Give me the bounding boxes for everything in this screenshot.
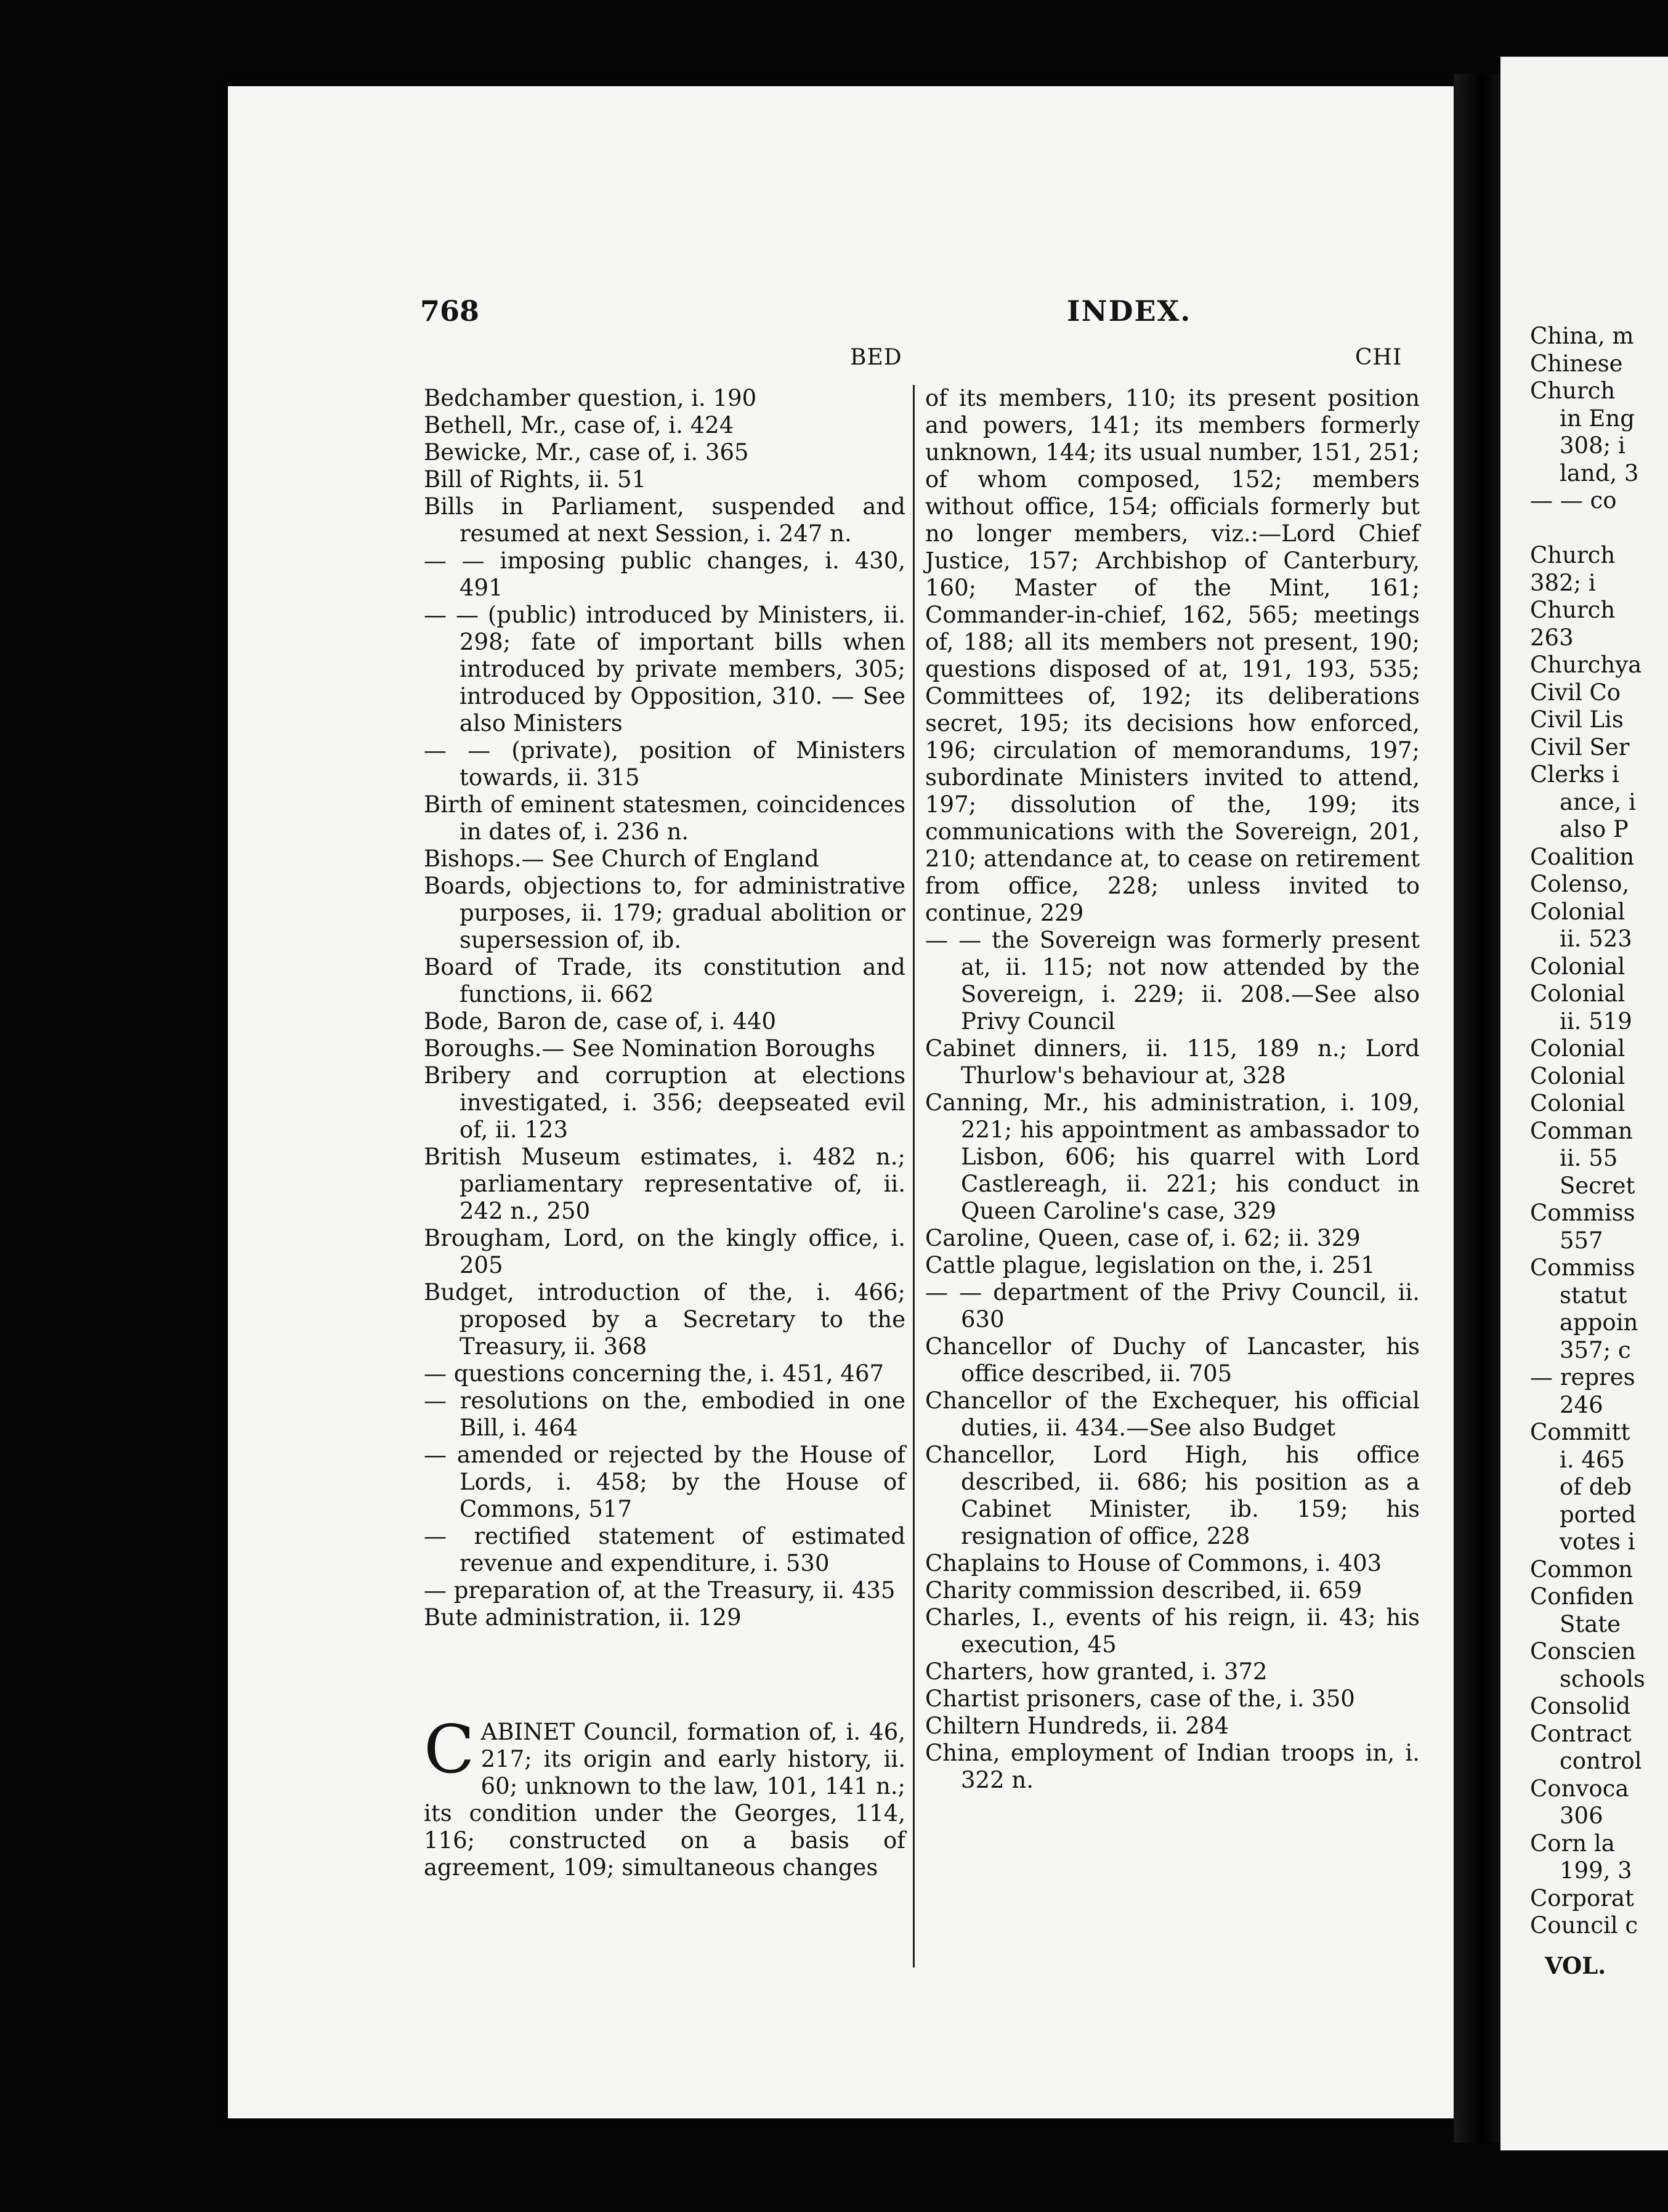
fragment-line: Secret [1560, 1172, 1635, 1199]
fragment-line: Colonial [1530, 1062, 1625, 1089]
fragment-line: appoin [1560, 1309, 1638, 1336]
fragment-line: Confiden [1530, 1583, 1634, 1610]
fragment-line: Church [1530, 597, 1616, 623]
index-entry: — — (private), position of Ministers towards, ii. 315 [424, 737, 905, 791]
index-entry: Canning, Mr., his administration, i. 109, 221; his appointment as ambassador to Lisbon, 606; his quarrel with Lord Castlereagh, ii. 221; his conduct in Queen Caroline's case, 329 [925, 1089, 1420, 1224]
running-head: INDEX. [1067, 294, 1192, 328]
fragment-line: Commiss [1530, 1254, 1635, 1281]
fragment-line: of deb [1560, 1474, 1632, 1500]
fragment-line: 263 [1530, 624, 1574, 651]
index-entry: of its members, 110; its present position and powers, 141; its members formerly unknown, 144; its usual number, 151, 251; of whom composed, 152; members without office, 154; officials formerly but no longer members, viz.:—Lord Chief Justice, 157; Archbishop of Canterbury, 160; Master of the Mint, 161; Commander-in-chief, 162, 565; meetings of, 188; all its members not present, 190; questions disposed of at, 191, 193, 535; Committees of, 192; its deliberations secret, 195; its decisions how enforced, 196; circulation of memorandums, 197; subordinate Ministers invited to attend, 197; dissolution of the, 199; its communications with the Sovereign, 201, 210; attendance at, to cease on retirement from office, 228; unless invited to continue, 229 [925, 385, 1420, 926]
index-entry: — — department of the Privy Council, ii. 630 [925, 1279, 1420, 1333]
index-entry: Bedchamber question, i. 190 [424, 385, 757, 411]
left-entry-list [424, 385, 905, 1631]
index-entry: Brougham, Lord, on the kingly office, i. 205 [424, 1225, 905, 1278]
fragment-line: Church [1530, 377, 1616, 404]
fragment-line: Consolid [1530, 1693, 1631, 1719]
middle-column [925, 385, 1420, 1794]
fragment-line: Colonial [1530, 1035, 1625, 1062]
index-entry: Bills in Parliament, suspended and resumed at next Session, i. 247 n. [424, 493, 905, 547]
middle-entry-list [925, 385, 1420, 1794]
fragment-line: ance, i [1560, 788, 1636, 815]
index-entry: Chartist prisoners, case of the, i. 350 [925, 1685, 1355, 1712]
index-entry: — — (public) introduced by Ministers, ii. 298; fate of important bills when introduced by private members, 305; introduced by Opposition, 310. — See also Ministers [424, 602, 905, 737]
index-entry: Charters, how granted, i. 372 [925, 1658, 1268, 1685]
fragment-line: Civil Co [1530, 679, 1621, 706]
fragment-line: ii. 519 [1560, 1007, 1632, 1035]
index-entry: Caroline, Queen, case of, i. 62; ii. 329 [925, 1225, 1361, 1251]
index-entry: — — the Sovereign was formerly present at, ii. 115; not now attended by the Sovereign, i. 229; ii. 208.—See also Privy Council [925, 927, 1420, 1035]
gutter-shadow [1454, 74, 1500, 2143]
index-entry: — amended or rejected by the House of Lords, i. 458; by the House of Commons, 517 [424, 1442, 905, 1522]
fragment-line: 557 [1560, 1227, 1603, 1254]
index-entry: — resolutions on the, embodied in one Bill, i. 464 [424, 1387, 905, 1441]
index-entry: Chiltern Hundreds, ii. 284 [925, 1713, 1229, 1739]
fragment-line: Committ [1530, 1419, 1630, 1445]
fragment-line: Conscien [1530, 1638, 1636, 1665]
index-entry: — — imposing public changes, i. 430, 491 [424, 547, 905, 601]
index-entry: Bewicke, Mr., case of, i. 365 [424, 439, 749, 466]
fragment-line: Church [1530, 542, 1616, 568]
fragment-line: Civil Lis [1530, 706, 1624, 733]
fragment-line: Contract [1530, 1720, 1632, 1747]
fragment-line: Council c [1530, 1912, 1638, 1939]
index-entry: Bill of Rights, ii. 51 [424, 466, 647, 493]
index-entry: Charity commission described, ii. 659 [925, 1577, 1362, 1604]
guide-word-right: CHI [1355, 345, 1403, 370]
section-spacer [424, 1631, 905, 1719]
fragment-line: Corporat [1530, 1884, 1634, 1911]
guide-word-left: BED [850, 345, 902, 370]
index-entry: Bribery and corruption at elections investigated, i. 356; deepseated evil of, ii. 123 [424, 1062, 905, 1143]
index-entry: Birth of eminent statesmen, coincidences in dates of, i. 236 n. [424, 791, 905, 845]
index-entry: Boroughs.— See Nomination Boroughs [424, 1035, 875, 1062]
fragment-line: votes i [1560, 1528, 1635, 1555]
fragment-line: 308; i [1560, 432, 1625, 459]
fragment-line: — — co [1530, 487, 1617, 514]
index-entry: Chaplains to House of Commons, i. 403 [925, 1550, 1382, 1576]
index-entry: Bethell, Mr., case of, i. 424 [424, 412, 734, 438]
fragment-line: Colonial [1530, 898, 1625, 925]
fragment-line: State [1560, 1610, 1621, 1637]
index-entry: Bute administration, ii. 129 [424, 1604, 742, 1631]
index-entry: Chancellor, Lord High, his office described, ii. 686; his position as a Cabinet Minister, ib. 159; his resignation of office, 228 [925, 1442, 1420, 1549]
cabinet-entry-text: ABINET Council, formation of, i. 46, 217; its origin and early history, ii. 60; unknown to the law, 101, 141 n.; its condition under the Georges, 114, 116; constructed on a basis of agreement, 109; simultaneous changes [424, 1719, 905, 1881]
index-entry: — preparation of, at the Treasury, ii. 435 [424, 1577, 896, 1604]
right-page-fragment [1500, 57, 1668, 2150]
fragment-line: Civil Ser [1530, 733, 1630, 761]
index-entry: British Museum estimates, i. 482 n.; parliamentary representative of, ii. 242 n., 250 [424, 1144, 905, 1224]
column-rule [913, 385, 915, 1968]
fragment-line: statut [1560, 1282, 1627, 1309]
fragment-line: Colonial [1530, 1090, 1625, 1116]
fragment-line: 357; c [1560, 1336, 1631, 1363]
fragment-line: Convoca [1530, 1775, 1629, 1802]
fragment-line: Clerks i [1530, 761, 1619, 788]
fragment-line: VOL. [1545, 1952, 1606, 1979]
index-entry: Boards, objections to, for administrative purposes, ii. 179; gradual abolition or supersession of, ib. [424, 873, 905, 953]
fragment-line: Coalition [1530, 843, 1635, 870]
index-entry: Cabinet dinners, ii. 115, 189 n.; Lord Thurlow's behaviour at, 328 [925, 1035, 1420, 1089]
left-page [228, 86, 1454, 2118]
fragment-line: 306 [1560, 1802, 1603, 1829]
fragment-line: — repres [1530, 1364, 1635, 1391]
page-header [228, 294, 1454, 331]
index-entry: — rectified statement of estimated revenue and expenditure, i. 530 [424, 1523, 905, 1576]
fragment-line: Chinese [1530, 350, 1623, 377]
fragment-line: Comman [1530, 1117, 1633, 1144]
fragment-line: in Eng [1560, 405, 1635, 432]
fragment-line: ii. 55 [1560, 1145, 1618, 1171]
fragment-line: Colonial [1530, 953, 1625, 980]
index-entry: Chancellor of Duchy of Lancaster, his office described, ii. 705 [925, 1333, 1420, 1387]
page-number: 768 [420, 294, 480, 328]
index-entry: Charles, I., events of his reign, ii. 43; his execution, 45 [925, 1604, 1420, 1658]
fragment-line: control [1560, 1748, 1642, 1774]
cabinet-entry [424, 1711, 905, 1881]
index-entry: Chancellor of the Exchequer, his official duties, ii. 434.—See also Budget [925, 1387, 1420, 1441]
index-entry: China, employment of Indian troops in, i. 322 n. [925, 1740, 1420, 1793]
fragment-line: schools [1560, 1665, 1645, 1692]
fragment-line: China, m [1530, 323, 1634, 349]
index-entry: Bishops.— See Church of England [424, 846, 819, 872]
index-entry: Cattle plague, legislation on the, i. 251 [925, 1252, 1375, 1278]
fragment-line: Commiss [1530, 1200, 1635, 1226]
fragment-line: 199, 3 [1560, 1857, 1632, 1884]
fragment-line: ii. 523 [1560, 926, 1632, 952]
fragment-line: Colenso, [1530, 871, 1630, 897]
fragment-line: ported [1560, 1501, 1637, 1528]
fragment-line: also P [1560, 816, 1629, 842]
fragment-line: 246 [1560, 1391, 1603, 1418]
fragment-line: Colonial [1530, 980, 1625, 1007]
left-column [424, 385, 905, 1881]
index-entry: Board of Trade, its constitution and functions, ii. 662 [424, 954, 905, 1007]
index-entry: Budget, introduction of the, i. 466; proposed by a Secretary to the Treasury, ii. 368 [424, 1279, 905, 1360]
fragment-line: Corn la [1530, 1830, 1615, 1857]
index-entry: Bode, Baron de, case of, i. 440 [424, 1008, 777, 1035]
fragment-line: Churchya [1530, 652, 1642, 678]
index-entry: — questions concerning the, i. 451, 467 [424, 1360, 885, 1387]
fragment-line: i. 465 [1560, 1446, 1625, 1473]
drop-cap: C [424, 1711, 475, 1788]
fragment-line: 382; i [1530, 569, 1596, 596]
fragment-line: Common [1530, 1556, 1633, 1583]
fragment-line: land, 3 [1560, 459, 1639, 486]
